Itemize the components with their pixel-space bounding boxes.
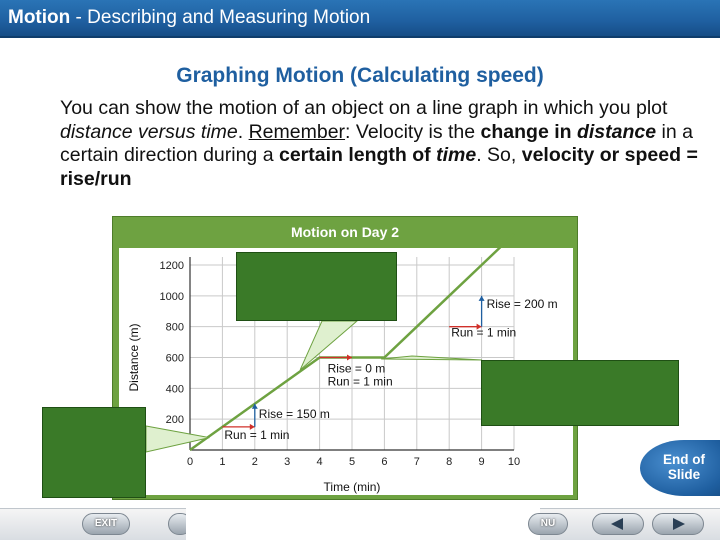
body-text-3: . (237, 120, 249, 143)
x-tick-label: 10 (507, 456, 521, 468)
exit-button[interactable] (82, 513, 130, 535)
run-arrowhead (347, 355, 352, 361)
x-tick-label: 9 (478, 456, 485, 468)
chart-title: Motion on Day 2 (113, 217, 577, 247)
rise-label: Rise = 0 m (327, 361, 386, 376)
header-title-rest: - Describing and Measuring Motion (70, 7, 371, 28)
callout-cover-top (236, 252, 397, 321)
x-tick-label: 1 (219, 456, 226, 468)
body-text-distance-vs-time: distance versus time (60, 120, 238, 143)
x-tick-label: 3 (284, 456, 291, 468)
callout-cover-left (42, 407, 146, 498)
header-bar (0, 0, 720, 38)
body-text-change-in: change in (480, 120, 577, 143)
y-tick-label: 1000 (159, 290, 184, 303)
menu-label: NU (540, 518, 556, 529)
body-text-1: You can show the motion of an object on a line graph in which you plot (60, 97, 668, 119)
run-label: Run = 1 min (451, 325, 517, 340)
y-tick-label: 800 (165, 321, 184, 334)
y-tick-label: 1200 (159, 260, 184, 272)
x-tick-label: 4 (316, 456, 323, 468)
body-text-certain-length: certain length of (278, 144, 437, 166)
body-text-11: . So, (476, 144, 522, 166)
exit-label: EXIT (94, 518, 118, 529)
end-of-slide-button[interactable] (640, 440, 720, 496)
end-of-slide-line2: Slide (667, 467, 701, 482)
rise-label: Rise = 150 m (258, 406, 330, 421)
menu-button[interactable] (528, 513, 568, 535)
body-text-time: time (436, 144, 477, 166)
footer-white-block (186, 508, 540, 540)
body-text-8: in a certain direction during a (60, 120, 693, 166)
callout-cover-right (481, 360, 679, 426)
body-text (60, 97, 700, 191)
rise-arrowhead (479, 296, 485, 301)
x-tick-label: 2 (251, 456, 258, 468)
rise-label: Rise = 200 m (486, 296, 558, 311)
previous-button[interactable] (592, 513, 644, 535)
x-tick-label: 7 (413, 456, 420, 468)
y-tick-label: 200 (165, 414, 184, 427)
x-axis-label: Time (min) (323, 480, 381, 494)
body-text-5: : Velocity is the (345, 120, 481, 143)
end-of-slide-line1: End of (663, 452, 705, 467)
x-tick-label: 6 (381, 456, 388, 468)
header-title (8, 7, 370, 29)
slide-title: Graphing Motion (Calculating speed) (176, 64, 544, 87)
header-title-bold: Motion (8, 7, 71, 28)
y-tick-label: 400 (165, 383, 184, 396)
body-text-distance: distance (576, 120, 657, 143)
x-tick-label: 8 (446, 456, 453, 468)
y-axis-label: Distance (m) (127, 323, 141, 392)
body-text-remember: Remember (248, 120, 346, 143)
y-tick-label: 600 (165, 352, 184, 365)
callout-pointer-left (146, 426, 209, 452)
run-label: Run = 1 min (224, 427, 290, 442)
x-tick-label: 5 (348, 456, 356, 468)
x-tick-label: 0 (186, 456, 194, 468)
next-button[interactable] (652, 513, 704, 535)
next-arrow-icon (653, 514, 703, 534)
previous-arrow-icon (593, 514, 643, 534)
run-label: Run = 1 min (327, 374, 393, 389)
body-text-formula: velocity or speed = rise/run (60, 144, 698, 190)
